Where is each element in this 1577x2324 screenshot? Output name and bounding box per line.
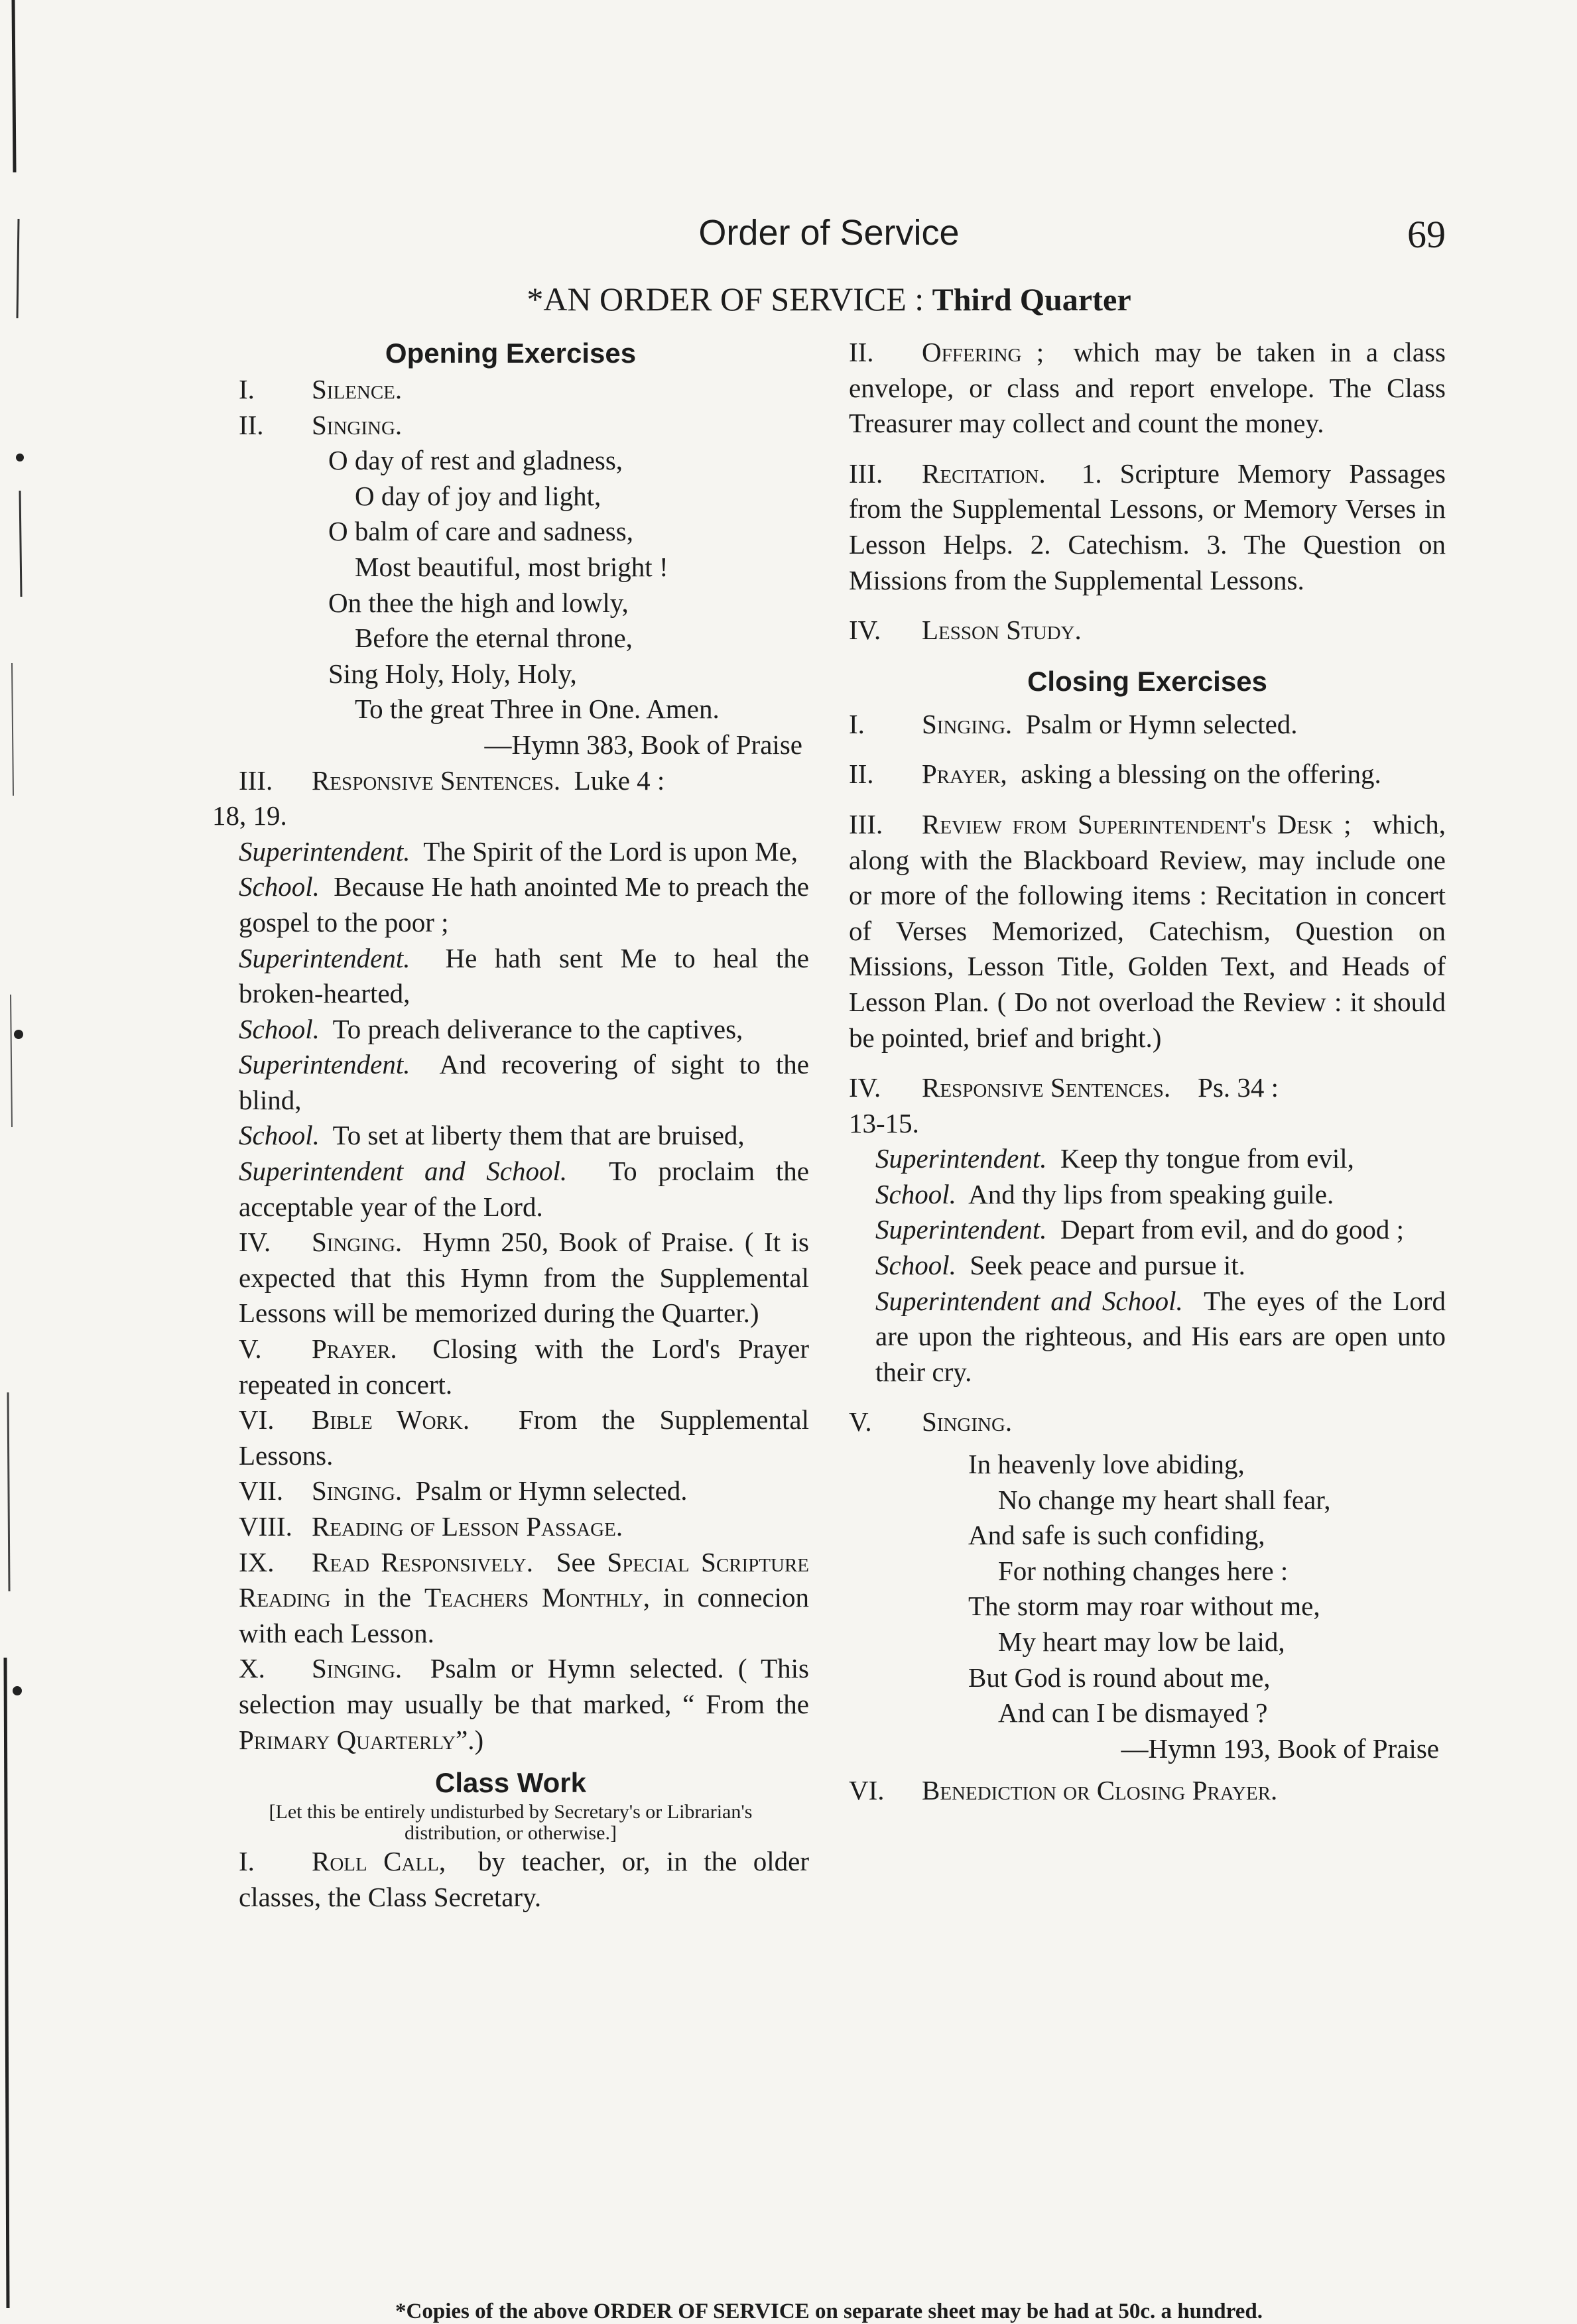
responsive-line: Superintendent. Keep thy tongue from evil, (875, 1143, 1354, 1174)
class-item-2: II. Offering ; which may be taken in a class envelope, or class and report envelope. The Class Treasurer may collect and count the money. (849, 337, 1446, 439)
running-title: Order of Service (698, 213, 960, 253)
opening-exercises-heading: Opening Exercises (385, 337, 637, 369)
closing-item-5: V. Singing. (849, 1406, 1013, 1437)
running-header (212, 212, 1446, 265)
class-work-heading: Class Work (435, 1767, 586, 1799)
closing-item-6: VI. Benediction or Closing Prayer. (849, 1775, 1278, 1806)
responsive-line: School. To set at liberty them that are bruised, (239, 1120, 745, 1151)
right-column: II. Offering ; which may be taken in a class envelope, or class and report envelope. The Class Treasurer may collect and count the money. III. Recitation. 1. Scripture Memory Passages from the Supplemental Lessons, or Memory Verses in Lesson Helps. 2. Catechism. 3. The Question on Missions from the Supplemental Lessons. IV. Lesson Study. Closing Exercises I. Singing. Psalm or Hymn selected. II. Prayer, asking a blessing on the offering. III. Review from Superintendent's Desk ; which, along with the Blackboard Review, may include one or more of the following items : Recitation in concert of Verses Memorized, Catechism, Question on Missions, Lesson Title, Golden Text, and Heads of Lesson Plan. ( Do not overload the Review : it should be pointed, brief and bright.) IV. Responsive Sentences. Ps. 34 : 13-15. Superintendent. Keep thy tongue from evil, School. And thy lips from speaking guile. Superintendent. Depart from evil, and do good ; School. Seek peace and pursue it. Superintendent and School. The eyes of the Lord are upon the righteous, and His ears are open unto their cry. V. Singing. In heavenly love abiding, No change my heart shall fear, And safe is such confiding, For nothing changes here : The storm may roar without me, My heart may low be laid, But God is round about me, And can I be dismayed ? —Hymn 193, Book of Praise VI. Benediction or Closing Prayer. (849, 335, 1446, 1809)
responsive-line: Superintendent. Depart from evil, and do good ; (875, 1214, 1405, 1245)
opening-item-10: X. Singing. Psalm or Hymn selected. ( This selection may usually be that marked, “ From the Primary Quarterly”.) (239, 1653, 810, 1755)
document-page (212, 199, 1446, 2323)
hymn-383-citation: —Hymn 383, Book of Praise (484, 729, 802, 760)
closing-item-2: II. Prayer, asking a blessing on the offering. (849, 759, 1381, 790)
class-item-3: III. Recitation. 1. Scripture Memory Passages from the Supplemental Lessons, or Memory Verses in Lesson Helps. 2. Catechism. 3. The Question on Missions from the Supplemental Lessons. (849, 458, 1446, 595)
opening-item-3: III. Responsive Sentences. Luke 4 : (239, 764, 665, 796)
footnote: *Copies of the above ORDER OF SERVICE on separate sheet may be had at 50c. a hundred. (395, 2299, 1263, 2323)
opening-item-5: V. Prayer. Closing with the Lord's Prayer repeated in concert. (239, 1333, 810, 1400)
responsive-line: Superintendent and School. To proclaim the acceptable year of the Lord. (239, 1156, 810, 1222)
responsive-line: School. And thy lips from speaking guile. (875, 1178, 1334, 1209)
opening-item-7: VII. Singing. Psalm or Hymn selected. (239, 1475, 688, 1506)
opening-item-1: I. Silence. (239, 374, 403, 404)
responsive-sentences-left (212, 834, 809, 1225)
opening-item-4: IV. Singing. Hymn 250, Book of Praise. ( It is expected that this Hymn from the Supplemental Lessons will be memorized during the Quarter.) (239, 1227, 809, 1329)
responsive-line: Superintendent. And recovering of sight to the blind, (239, 1049, 809, 1115)
page-title (212, 280, 1446, 318)
responsive-sentences-right (849, 1141, 1446, 1390)
page-number: 69 (1407, 213, 1446, 256)
title-main: *AN ORDER OF SERVICE : (527, 280, 924, 318)
opening-item-6: VI. Bible Work. From the Supplemental Lessons. (239, 1404, 809, 1471)
closing-item-3: III. Review from Superintendent's Desk ; which, along with the Blackboard Review, may include one or more of the following items : Recitation in concert of Verses Memorized, Catechism, Question on Missions, Lesson Title, Golden Text, and Heads of Lesson Plan. ( Do not overload the Review : it should be pointed, brief and bright.) (849, 808, 1446, 1053)
opening-item-9: IX. Read Responsively. See Special Scripture Reading in the Teachers Monthly, in connecion with each Lesson. (239, 1546, 810, 1648)
responsive-line: School. Seek peace and pursue it. (875, 1250, 1245, 1281)
class-work-note: [Let this be entirely undisturbed by Secretary's or Librarian's distribution, or otherwise.] (269, 1801, 753, 1845)
closing-exercises-heading: Closing Exercises (1027, 665, 1267, 697)
hymn-193-verse: In heavenly love abiding, No change my heart shall fear, And safe is such confiding, For nothing changes here : The storm may roar without me, My heart may low be laid, But God is round about me, And can I be dismayed ? (968, 1449, 1331, 1729)
title-sub: Third Quarter (932, 282, 1131, 318)
closing-item-1: I. Singing. Psalm or Hymn selected. (849, 708, 1298, 739)
hymn-383-verse: O day of rest and gladness, O day of joy and light, O balm of care and sadness, Most beautiful, most bright ! On thee the high and lowly, Before the eternal throne, Sing Holy, Holy, Holy, To the great Three in One. Amen. (328, 445, 720, 725)
responsive-line: Superintendent. The Spirit of the Lord is upon Me, (239, 835, 798, 867)
class-item-4: IV. Lesson Study. (849, 615, 1082, 646)
responsive-line: School. Because He hath anointed Me to preach the gospel to the poor ; (239, 871, 810, 938)
responsive-line: School. To preach deliverance to the captives, (239, 1013, 743, 1044)
scan-edge-marks (0, 0, 46, 2308)
responsive-line: Superintendent and School. The eyes of the Lord are upon the righteous, and His ears are open unto their cry. (875, 1285, 1446, 1387)
responsive-line: Superintendent. He hath sent Me to heal the broken-hearted, (239, 942, 809, 1009)
class-item-1: I. Roll Call, by teacher, or, in the older classes, the Class Secretary. (239, 1846, 809, 1912)
closing-item-4: IV. Responsive Sentences. Ps. 34 : (849, 1072, 1279, 1103)
hymn-193-citation: —Hymn 193, Book of Praise (1121, 1733, 1439, 1764)
opening-item-2: II. Singing. (239, 409, 403, 440)
left-column: Opening Exercises I. Silence. II. Singing. O day of rest and gladness, O day of joy and light, O balm of care and sadness, Most beautiful, most bright ! On thee the high and lowly, Before the eternal throne, Sing Holy, Holy, Holy, To the great Three in One. Amen. —Hymn 383, Book of Praise III. Responsive Sentences. Luke 4 : 18, 19. Superintendent. The Spirit of the Lord is upon Me, School. Because He hath anointed Me to preach the gospel to the poor ; Superintendent. He hath sent Me to heal the broken-hearted, School. To preach deliverance to the captives, Superintendent. And recovering of sight to the blind, School. To set at liberty them that are bruised, Superintendent and School. To proclaim the acceptable year of the Lord. IV. Singing. Hymn 250, Book of Praise. ( It is expected that this Hymn from the Supplemental Lessons will be memorized during the Quarter.) V. Prayer. Closing with the Lord's Prayer repeated in concert. VI. Bible Work. From the Supplemental Lessons. VII. Singing. Psalm or Hymn selected. VIII. Reading of Lesson Passage. IX. Read Responsively. See Special Scripture Reading in the Teachers Monthly, in connecion with each Lesson. X. Singing. Psalm or Hymn selected. ( This selection may usually be that marked, “ From the Primary Quarterly”.) Class Work [Let this be entirely undisturbed by Secretary's or Librarian's distribution, or otherwise.] I. Roll Call, by teacher, or, in the older classes, the Class Secretary. (212, 335, 809, 1915)
opening-item-8: VIII. Reading of Lesson Passage. (239, 1511, 623, 1542)
